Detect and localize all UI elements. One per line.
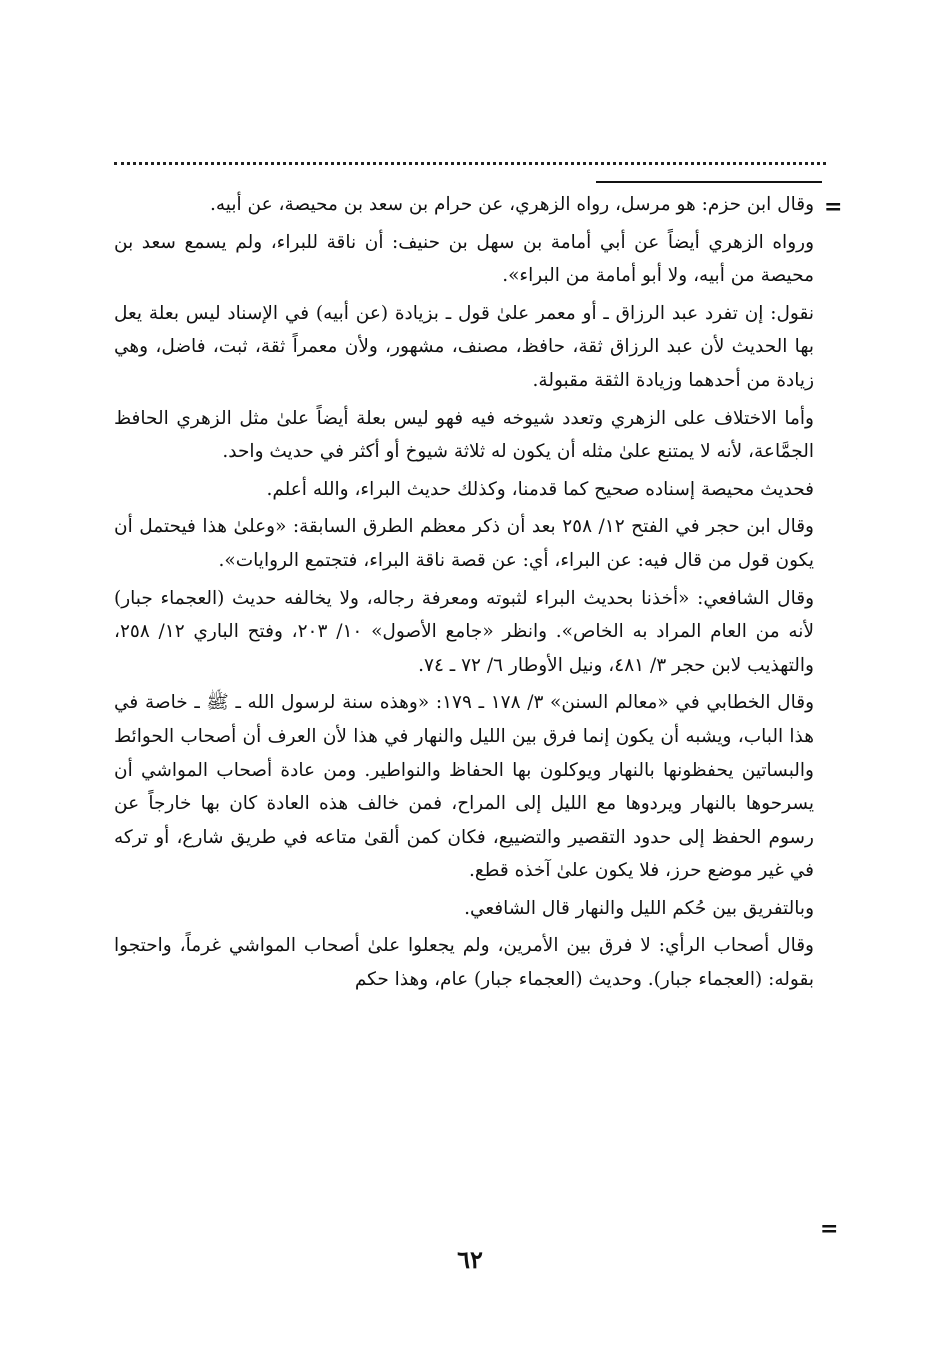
paragraph: وقال الخطابي في «معالم السنن» ٣/ ١٧٨ ـ ١٧٩: «وهذه سنة لرسول الله ـ ﷺ ـ خاصة في هذا الباب، ويشبه أن يكون إنما فرق بين الليل والنهار في هذا لأن العرف أن أصحاب الحوائط والبساتين يحفظونها بالنهار ويوكلون بها الحفاظ والنواطير. ومن عادة أصحاب المواشي أن يسرحوها بالنهار ويردوها مع الليل إلى المراح، فمن خالف هذه العادة كان بها خارجاً عن رسوم الحفظ إلى حدود التقصير والتضييع، فكان كمن ألقىٰ متاعه في طريق شارع، أو تركه في غير موضع حرز، فلا يكون علىٰ آخذه قطع. [114,692,815,882]
paragraph: ورواه الزهري أيضاً عن أبي أمامة بن سهل بن حنيف: أن ناقة للبراء، ولم يسمع سعد بن محيصة من أبيه، ولا أبو أمامة من البراء». [114,231,814,287]
paragraph: وقال الشافعي: «أخذنا بحديث البراء لثبوته ومعرفة رجاله، ولا يخالفه حديث (العجماء جبار) لأنه من العام المراد به الخاص». وانظر «جامع الأصول» ١٠/ ٢٠٣، وفتح الباري ١٢/ ٢٥٨، والتهذيب لابن حجر ٣/ ٤٨١، ونيل الأوطار ٦/ ٧٢ ـ ٧٤. [114,587,815,676]
paragraph: وقال ابن حجر في الفتح ١٢/ ٢٥٨ بعد أن ذكر معظم الطرق السابقة: «وعلىٰ هذا فيحتمل أن يكون قول من قال فيه: عن البراء، أي: عن قصة ناقة البراء، فتجتمع الروايات». [114,516,814,571]
paragraph: وأما الاختلاف على الزهري وتعدد شيوخه فيه فهو ليس بعلة أيضاً علىٰ مثل الزهري الحافظ الجمَّاعة، لأنه لا يمتنع علىٰ مثله أن يكون له ثلاثة شيوخ أو أكثر في حديث واحد. [114,407,814,463]
page-number: ٦٢ [457,1245,483,1274]
paragraph: نقول: إن تفرد عبد الرزاق ـ أو معمر علىٰ قول ـ بزيادة (عن أبيه) في الإسناد ليس بعلة يعل بها الحديث لأن عبد الرزاق ثقة، حافظ، مصنف، مشهور، ولأن معمراً ثقة، ثبت، فاضل، وهي زيادة من أحدهما وزيادة الثقة مقبولة. [114,302,814,391]
continuation-mark-bottom: = [820,1216,839,1242]
dotted-separator [114,162,826,165]
paragraph: وبالتفريق بين حُكم الليل والنهار قال الشافعي. [464,897,814,919]
footnote-body [114,188,814,1001]
paragraph: وقال ابن حزم: هو مرسل، رواه الزهري، عن حرام بن سعد بن محيصة، عن أبيه. [209,194,814,215]
paragraph: فحديث محيصة إسناده صحيح كما قدمنا، وكذلك حديث البراء، والله أعلم. [266,478,814,500]
continuation-mark-top: = [824,194,843,220]
paragraph: وقال أصحاب الرأي: لا فرق بين الأمرين، ولم يجعلوا علىٰ أصحاب المواشي غرماً، واحتجوا بقوله: (العجماء جبار). وحديث (العجماء جبار) عام، وهذا حكم [114,935,814,991]
footnote-rule [596,181,822,183]
